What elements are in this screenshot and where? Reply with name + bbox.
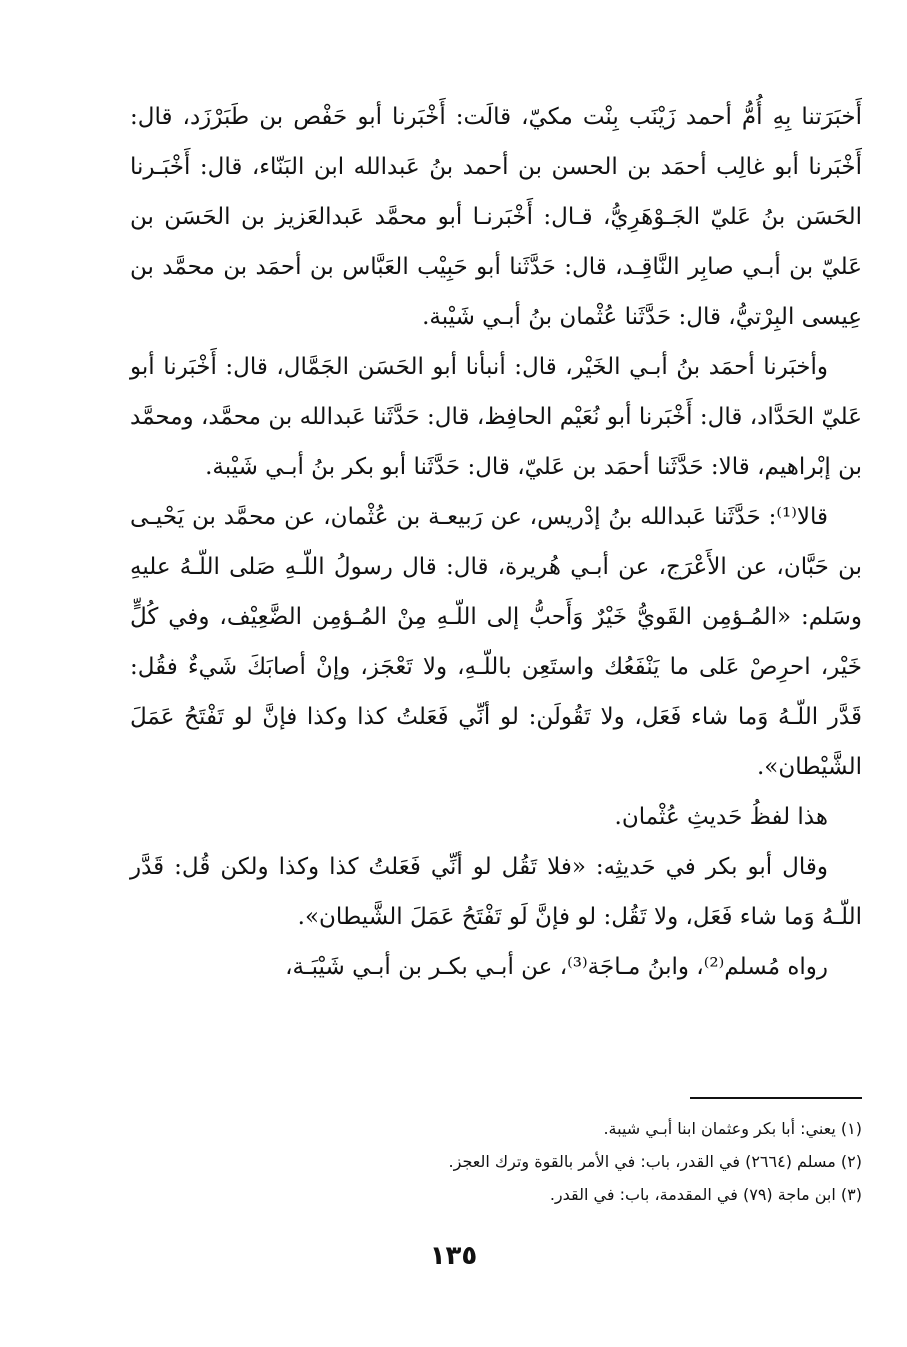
- footnote-2: (٢) مسلم (٢٦٦٤) في القدر، باب: في الأمر بالقوة وترك العجز.: [448, 1152, 862, 1171]
- paragraph-sources: رواه مُسلم⁽²⁾، وابنُ مـاجَة⁽³⁾، عن أبـي بكـر بن أبـي شَيْبَـة،: [285, 954, 828, 980]
- footnote-3: (٣) ابن ماجة (٧٩) في المقدمة، باب: في القدر.: [549, 1185, 862, 1204]
- paragraph-abu-bakr-version: وقال أبو بكر في حَديثِه: «فلا تَقُل لو أنِّي فَعَلتُ كذا وكذا ولكن قُل: قَدَّر اللّـهُ وَما شاء فَعَل، ولا تَقُل: لو فإنَّ لَو تَفْتَحُ عَمَلَ الشَّيطان».: [130, 854, 862, 930]
- footnote-1: (١) يعني: أبا بكر وعثمان ابنا أبـي شيبة.: [603, 1119, 862, 1138]
- paragraph-hadith: قالا⁽¹⁾: حَدَّثَنا عَبدالله بنُ إدْريس، عن رَبيعـة بن عُثْمان، عن محمَّد بن يَحْيـى بن حَبَّان، عن الأَعْرَج، عن أبـي هُريرة، قال: قال رسولُ اللّـهِ صَلى اللّـهُ عليهِ وسَلم: «المُـؤمِن القَويُّ خَيْرٌ وَأَحبُّ إلى اللّـهِ مِنْ المُـؤمِن الضَّعِيْف، وفي كُلٍّ خَيْر، احرِصْ عَلى ما يَنْفَعُك واستَعِن باللّـهِ، ولا تَعْجَز، وإنْ أصابَكَ شَيءٌ فقُل: قَدَّر اللّـهُ وَما شاء فَعَل، ولا تَقُولَن: لو أنِّي فَعَلتُ كذا وكذا فإنَّ لو تَفْتَحُ عَمَلَ الشَّيْطان».: [130, 504, 862, 780]
- footnote-separator: [690, 1097, 862, 1099]
- paragraph-wording-note: هذا لفظُ حَديثِ عُثْمان.: [614, 804, 828, 830]
- paragraph-isnad-2: وأخبَرنا أحمَد بنُ أبـي الخَيْر، قال: أنبأنا أبو الحَسَن الجَمَّال، قال: أَخْبَرنا أبو عَليّ الحَدَّاد، قال: أَخْبَرنا أبو نُعَيْم الحافِظ، قال: حَدَّثَنا عَبدالله بن محمَّد، ومحمَّد بن إبْراهيم، قالا: حَدَّثَنا أحمَد بن عَليّ، قال: حَدَّثَنا أبو بكر بنُ أبـي شَيْبة.: [130, 354, 862, 480]
- paragraph-isnad-1: أَخبَرَتنا بِهِ أُمُّ أحمد زَيْنَب بِنْت مكيّ، قالَت: أَخْبَرنا أبو حَفْص بن طَبَرْزَد، قال: أَخْبَرنا أبو غالِب أحمَد بن الحسن بن أحمد بنُ عَبدالله ابن البَنّاء، قال: أَخْبَـرنا الحَسَن بنُ عَليّ الجَـوْهَرِيُّ، قـال: أَخْبَرنـا أبو محمَّد عَبدالعَزيز بن الحَسَن بن عَليّ بن أبـي صابِر النَّاقِـد، قال: حَدَّثَنا أبو حَبِيْب العَبَّاس بن أحمَد بن محمَّد بن عِيسى البِرْتيُّ، قال: حَدَّثَنا عُثْمان بنُ أبـي شَيْبة.: [130, 104, 862, 330]
- page-number: ١٣٥: [429, 1241, 478, 1271]
- footnotes: [130, 1112, 862, 1211]
- main-text: [130, 92, 862, 992]
